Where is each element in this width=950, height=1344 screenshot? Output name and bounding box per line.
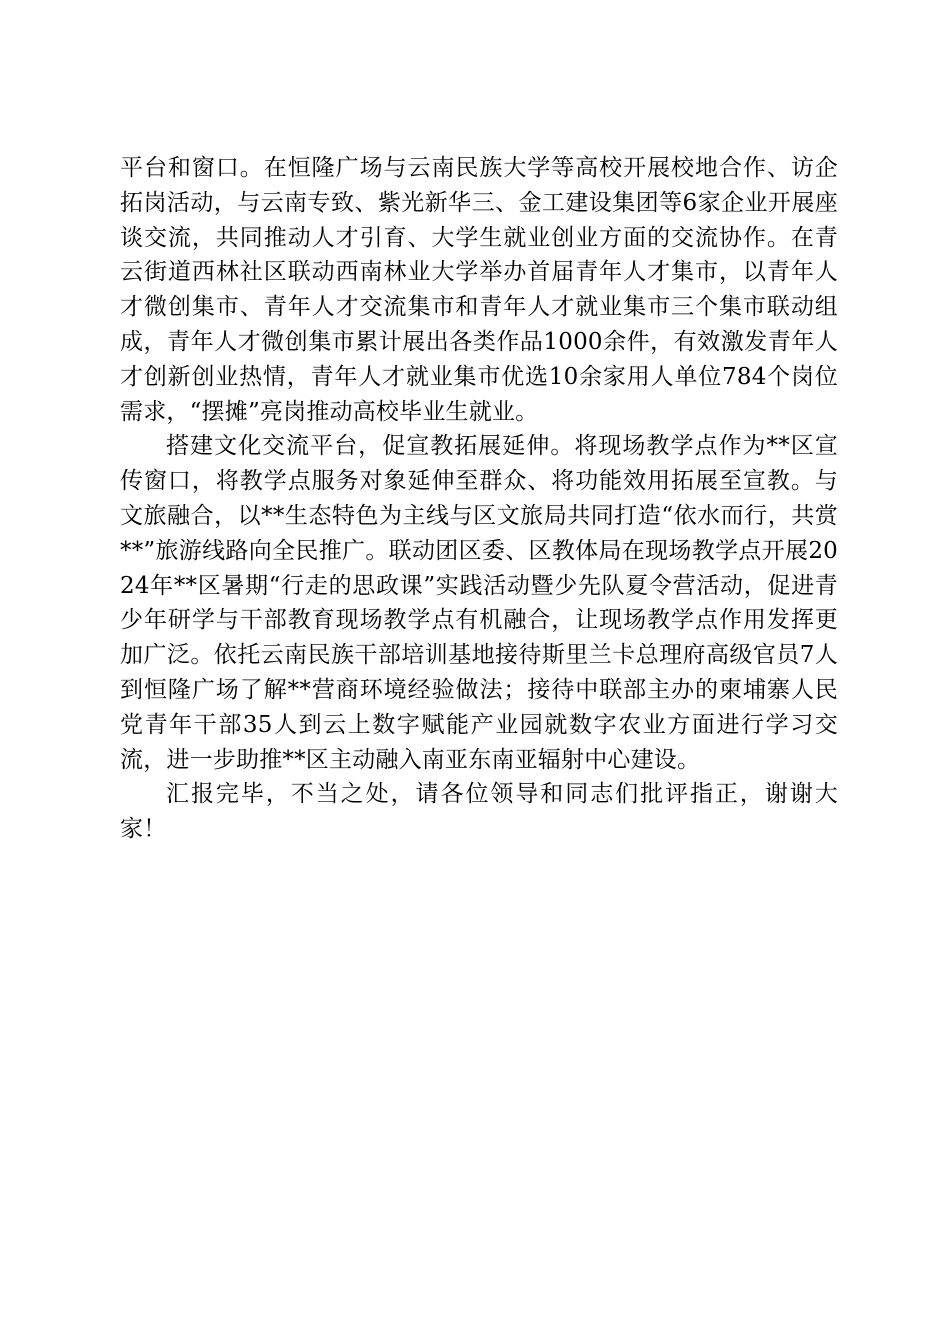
paragraph-continuation: 平台和窗口。在恒隆广场与云南民族大学等高校开展校地合作、访企拓岗活动，与云南专致、紫光新华三、金工建设集团等6家企业开展座谈交流，共同推动人才引育、大学生就业创业方面的交流协作。在青云街道西林社区联动西南林业大学举办首届青年人才集市，以青年人才微创集市、青年人才交流集市和青年人才就业集市三个集市联动组成，青年人才微创集市累计展出各类作品1000余件，有效激发青年人才创新创业热情，青年人才就业集市优选10余家用人单位784个岗位需求，“摆摊”亮岗推动高校毕业生就业。 bbox=[120, 155, 838, 425]
paragraph-closing: 汇报完毕，不当之处，请各位领导和同志们批评指正，谢谢大家！ bbox=[120, 781, 838, 843]
document-body bbox=[120, 151, 838, 847]
paragraph-cultural-exchange: 搭建文化交流平台，促宣教拓展延伸。将现场教学点作为**区宣传窗口，将教学点服务对象延伸至群众、将功能效用拓展至宣教。与文旅融合，以**生态特色为主线与区文旅局共同打造“依水而行，共赏**”旅游线路向全民推广。联动团区委、区教体局在现场教学点开展2024年**区暑期“行走的思政课”实践活动暨少先队夏令营活动，促进青少年研学与干部教育现场教学点有机融合，让现场教学点作用发挥更加广泛。依托云南民族干部培训基地接待斯里兰卡总理府高级官员7人到恒隆广场了解**营商环境经验做法；接待中联部主办的柬埔寨人民党青年干部35人到云上数字赋能产业园就数字农业方面进行学习交流，进一步助推**区主动融入南亚东南亚辐射中心建设。 bbox=[120, 433, 838, 773]
